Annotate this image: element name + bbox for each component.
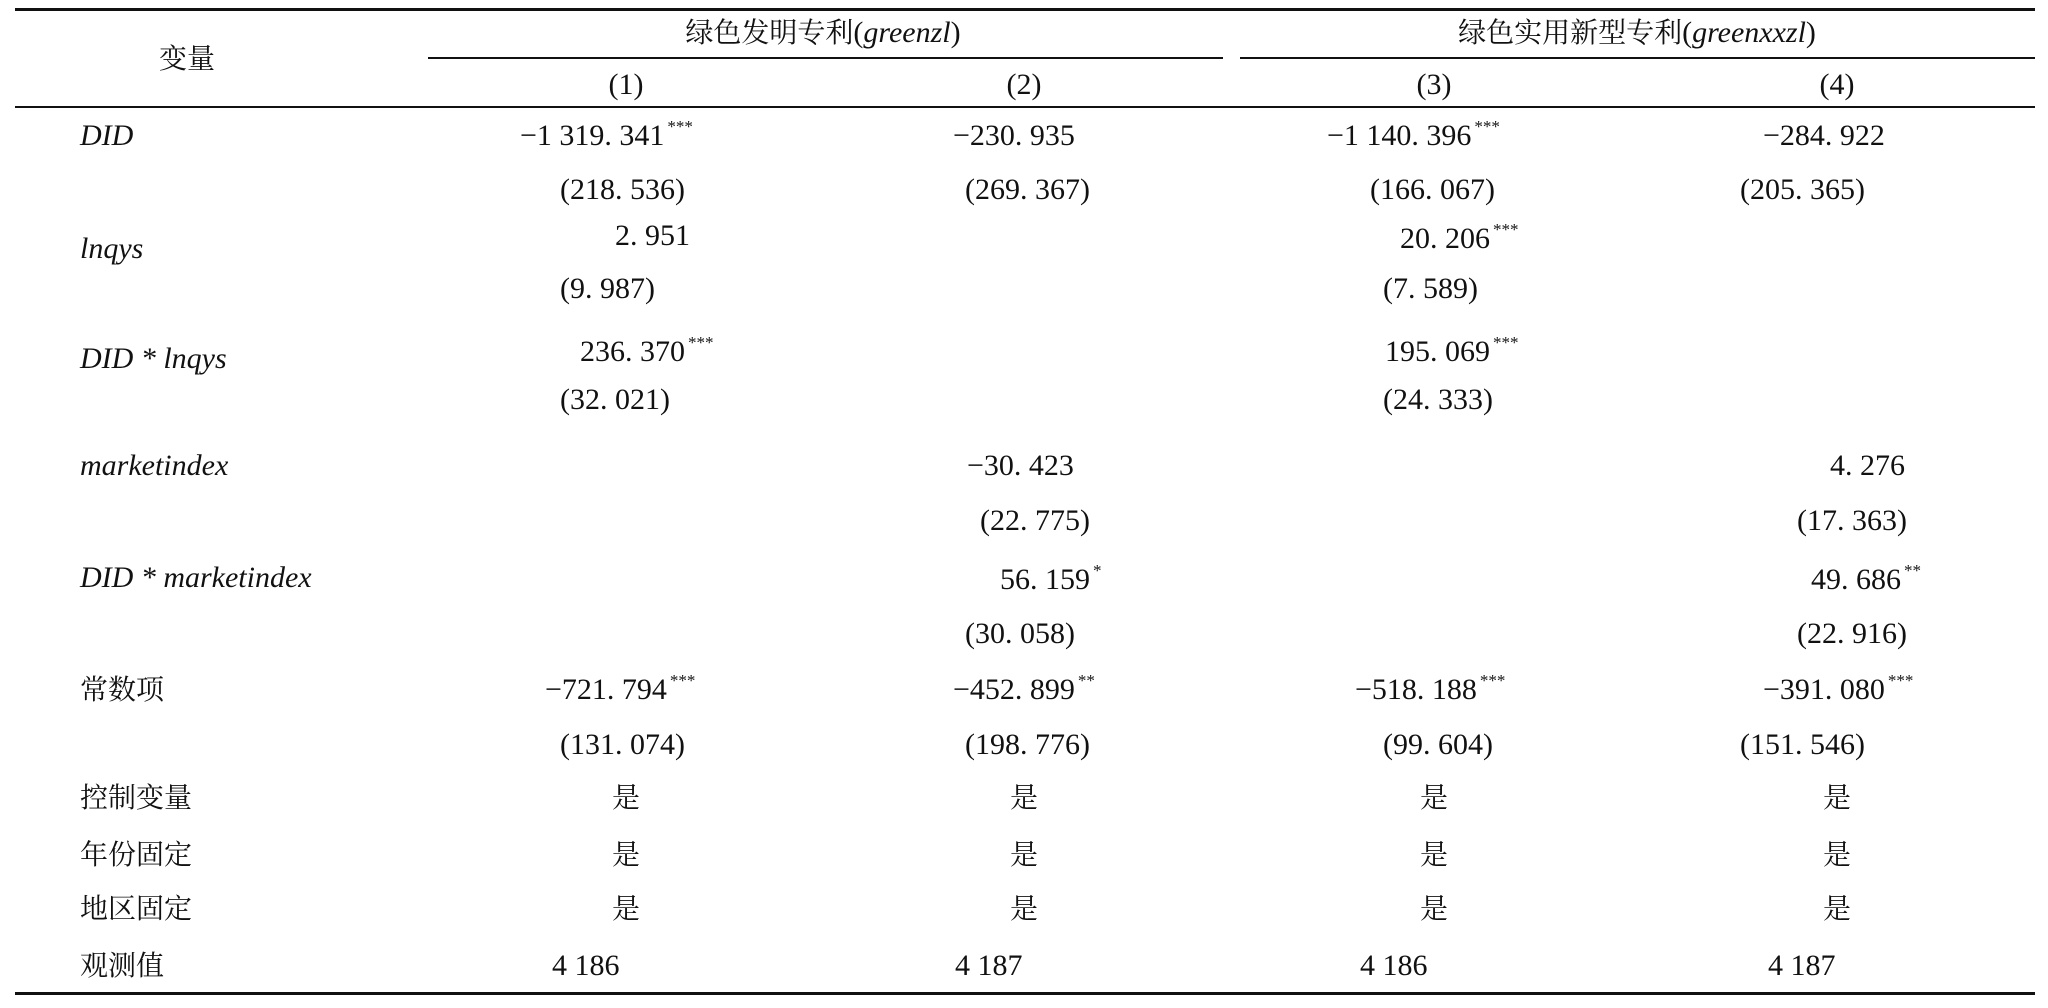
variable-header: 变量 bbox=[158, 42, 216, 75]
column-header-1: (1) bbox=[608, 68, 644, 101]
se-lnqys-1: (9. 987) bbox=[560, 272, 655, 305]
top-rule bbox=[15, 8, 2035, 11]
coef-constant-1: −721. 794 *** bbox=[545, 671, 696, 706]
se-constant-1: (131. 074) bbox=[560, 728, 685, 761]
controls-3: 是 bbox=[1419, 781, 1449, 814]
coef-did-marketindex-2: 56. 159 * bbox=[1000, 561, 1102, 596]
coef-lnqys-3: 20. 206 *** bbox=[1400, 220, 1519, 255]
se-did-marketindex-2: (30. 058) bbox=[965, 617, 1075, 650]
year-fe-2: 是 bbox=[1009, 838, 1039, 871]
row-label-constant: 常数项 bbox=[80, 673, 165, 706]
region-fe-2: 是 bbox=[1009, 892, 1039, 925]
observations-4: 4 187 bbox=[1768, 949, 1836, 982]
row-label-observations: 观测值 bbox=[80, 949, 165, 982]
region-fe-3: 是 bbox=[1419, 892, 1449, 925]
coef-marketindex-2: −30. 423 bbox=[967, 449, 1074, 482]
coef-did-lnqys-1: 236. 370 *** bbox=[580, 333, 714, 368]
controls-1: 是 bbox=[611, 781, 641, 814]
row-label-year-fe: 年份固定 bbox=[80, 838, 193, 871]
region-fe-4: 是 bbox=[1822, 892, 1852, 925]
row-label-did-lnqys: DID * lnqys bbox=[80, 342, 227, 375]
coef-did-2: −230. 935 bbox=[953, 119, 1075, 152]
group2-header: 绿色实用新型专利(greenxxzl) bbox=[1458, 16, 1816, 49]
coef-did-3: −1 140. 396 *** bbox=[1327, 117, 1500, 152]
coef-constant-3: −518. 188 *** bbox=[1355, 671, 1506, 706]
coef-constant-4: −391. 080 *** bbox=[1763, 671, 1914, 706]
se-constant-2: (198. 776) bbox=[965, 728, 1090, 761]
year-fe-3: 是 bbox=[1419, 838, 1449, 871]
se-did-3: (166. 067) bbox=[1370, 173, 1495, 206]
row-label-did-marketindex: DID * marketindex bbox=[80, 561, 312, 594]
se-lnqys-3: (7. 589) bbox=[1383, 272, 1478, 305]
coef-did-4: −284. 922 bbox=[1763, 119, 1885, 152]
controls-2: 是 bbox=[1009, 781, 1039, 814]
coef-did-1: −1 319. 341 *** bbox=[520, 117, 693, 152]
year-fe-1: 是 bbox=[611, 838, 641, 871]
group1-header: 绿色发明专利(greenzl) bbox=[685, 16, 961, 49]
row-label-region-fe: 地区固定 bbox=[80, 892, 193, 925]
row-label-did: DID bbox=[80, 119, 134, 152]
group2-underline bbox=[1240, 57, 2035, 59]
coef-marketindex-4: 4. 276 bbox=[1830, 449, 1905, 482]
column-header-2: (2) bbox=[1006, 68, 1042, 101]
se-did-lnqys-1: (32. 021) bbox=[560, 383, 670, 416]
header-rule bbox=[15, 106, 2035, 108]
controls-4: 是 bbox=[1822, 781, 1852, 814]
group1-underline bbox=[428, 57, 1223, 59]
observations-1: 4 186 bbox=[552, 949, 620, 982]
observations-2: 4 187 bbox=[955, 949, 1023, 982]
column-header-4: (4) bbox=[1819, 68, 1855, 101]
se-did-2: (269. 367) bbox=[965, 173, 1090, 206]
row-label-marketindex: marketindex bbox=[80, 449, 229, 482]
se-marketindex-4: (17. 363) bbox=[1797, 504, 1907, 537]
se-marketindex-2: (22. 775) bbox=[980, 504, 1090, 537]
se-did-4: (205. 365) bbox=[1740, 173, 1865, 206]
column-header-3: (3) bbox=[1416, 68, 1452, 101]
coef-did-lnqys-3: 195. 069 *** bbox=[1385, 333, 1519, 368]
year-fe-4: 是 bbox=[1822, 838, 1852, 871]
row-label-controls: 控制变量 bbox=[80, 781, 193, 814]
coef-lnqys-1: 2. 951 bbox=[615, 219, 690, 252]
observations-3: 4 186 bbox=[1360, 949, 1428, 982]
bottom-rule bbox=[15, 992, 2035, 995]
coef-constant-2: −452. 899 ** bbox=[953, 671, 1095, 706]
se-constant-4: (151. 546) bbox=[1740, 728, 1865, 761]
se-did-1: (218. 536) bbox=[560, 173, 685, 206]
se-did-marketindex-4: (22. 916) bbox=[1797, 617, 1907, 650]
coef-did-marketindex-4: 49. 686 ** bbox=[1811, 561, 1921, 596]
row-label-lnqys: lnqys bbox=[80, 232, 144, 265]
se-did-lnqys-3: (24. 333) bbox=[1383, 383, 1493, 416]
region-fe-1: 是 bbox=[611, 892, 641, 925]
se-constant-3: (99. 604) bbox=[1383, 728, 1493, 761]
